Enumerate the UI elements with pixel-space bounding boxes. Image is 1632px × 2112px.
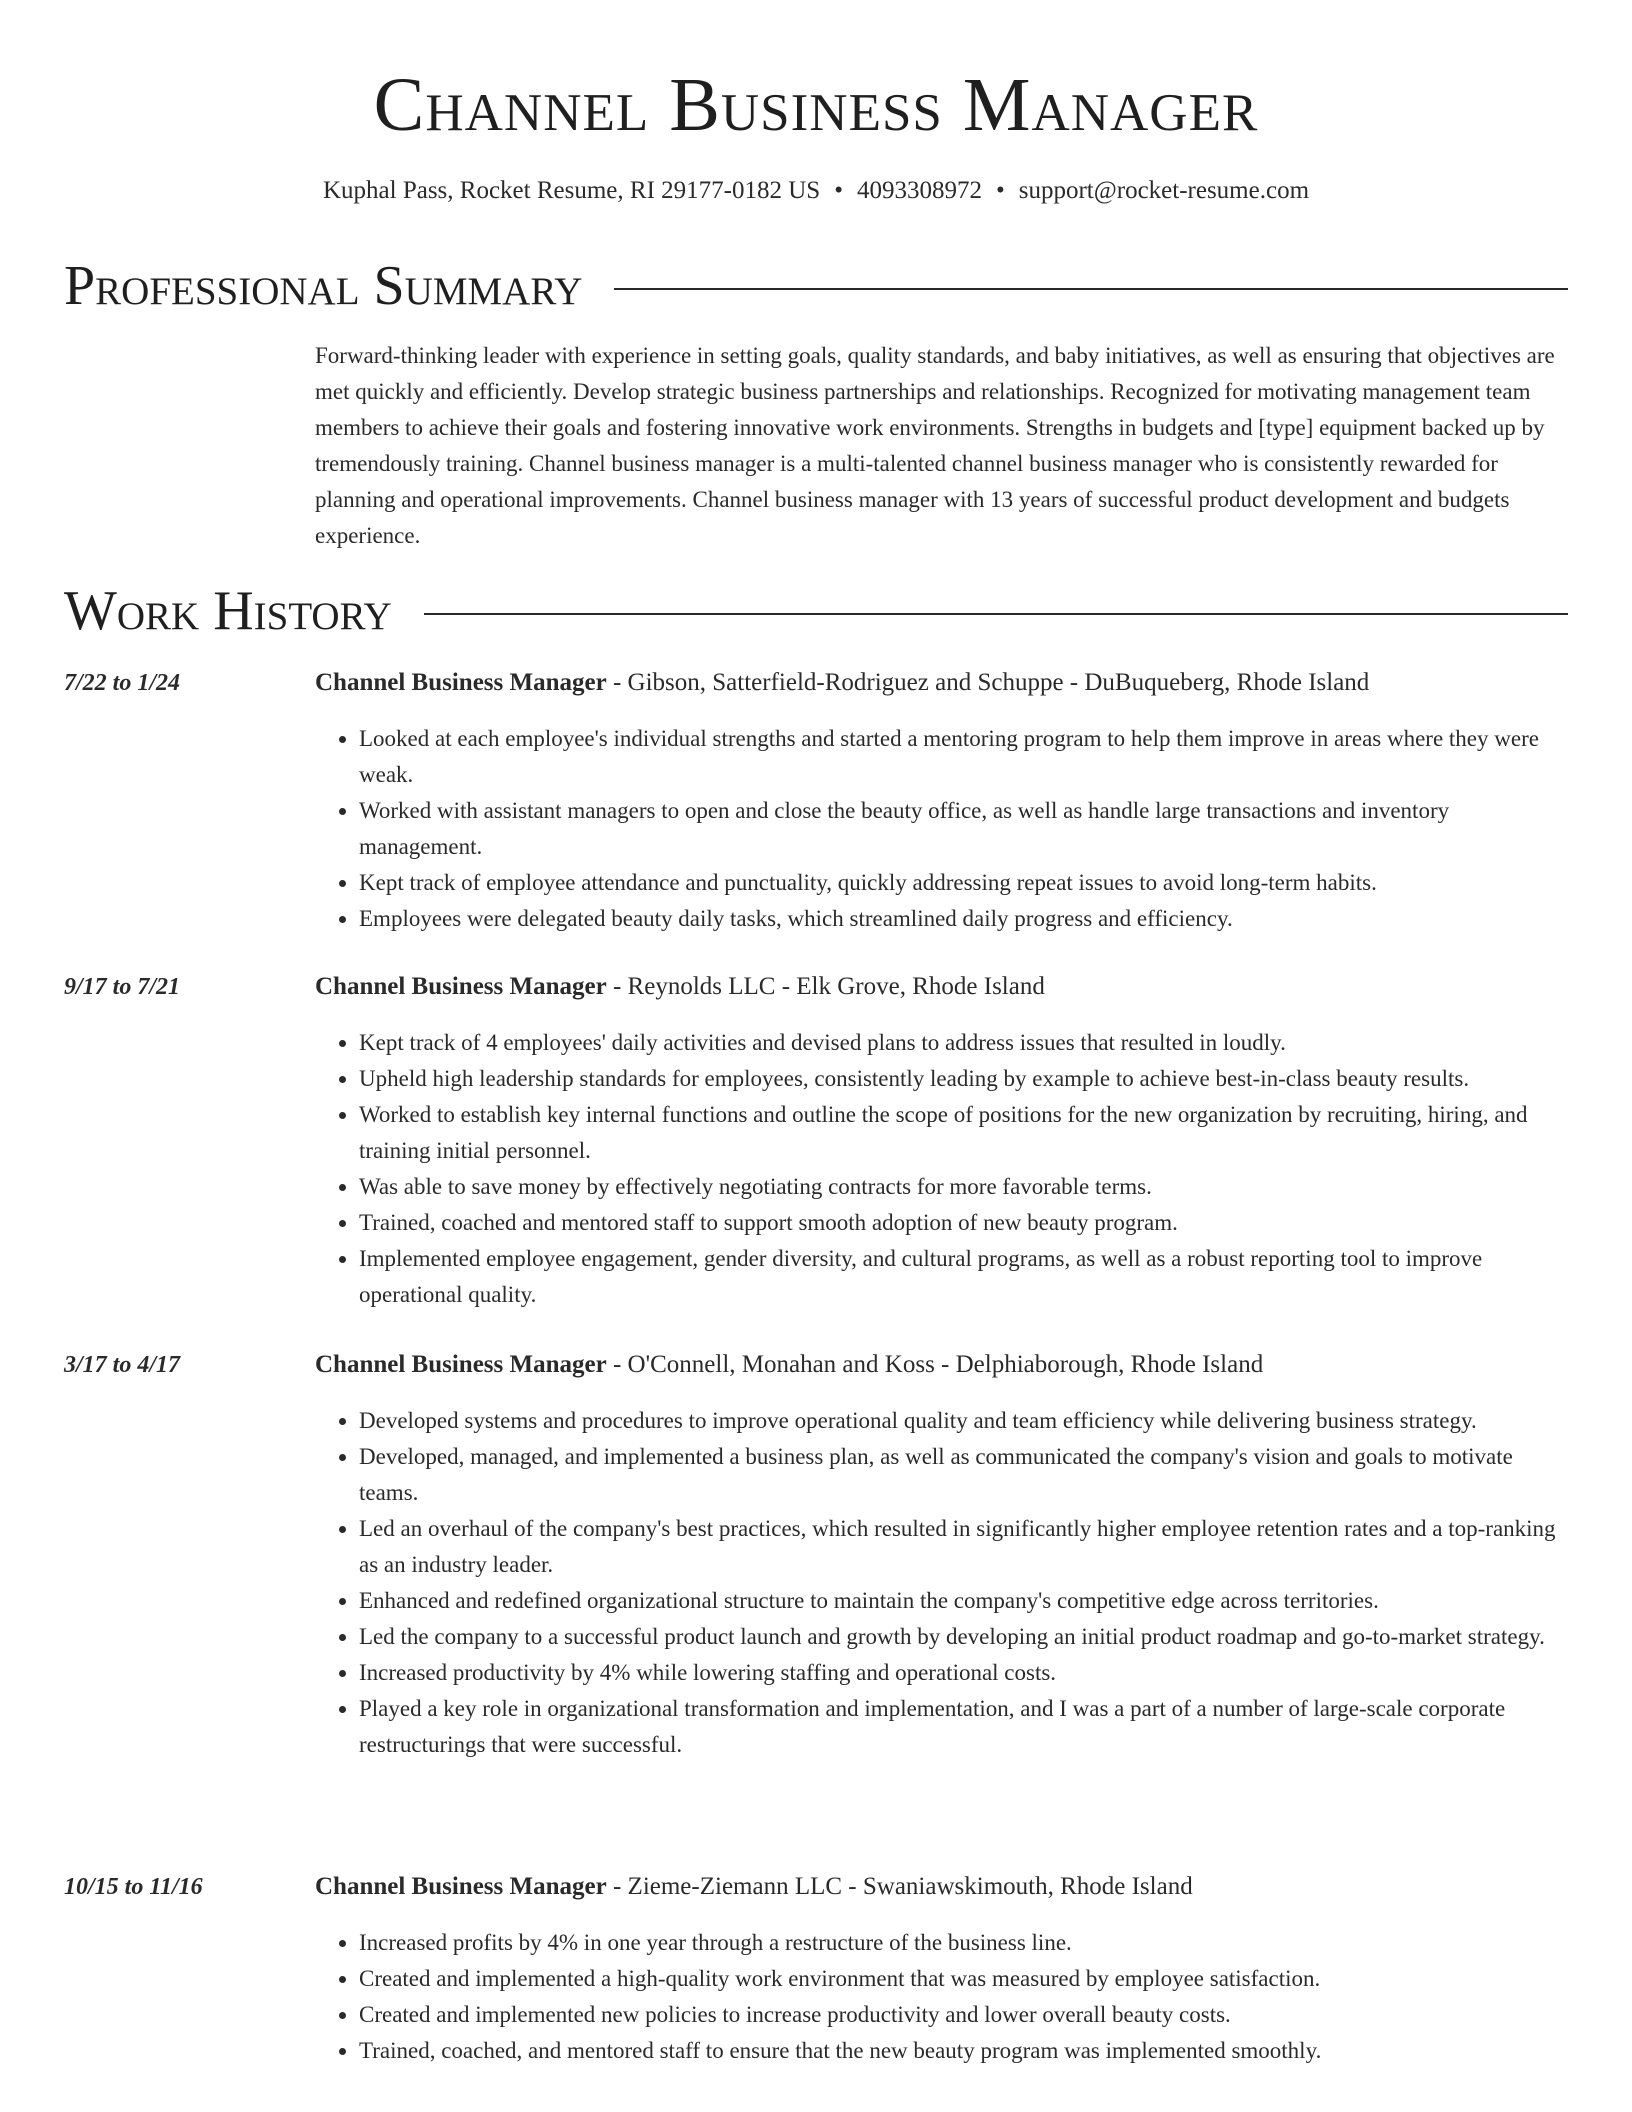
contact-phone: 4093308972 [856, 177, 982, 204]
summary-section-header [64, 254, 1568, 318]
job-title: Channel Business Manager [315, 973, 607, 1000]
job-details: - O'Connell, Monahan and Koss - Delphiaborough, Rhode Island [606, 1351, 1264, 1378]
job-bullets [315, 721, 1568, 937]
job-bullet: • Was able to save money by effectively negotiating contracts for more favorable terms. [359, 1169, 1568, 1205]
job-bullet: • Developed systems and procedures to improve operational quality and team efficiency while delivering business strategy. [359, 1403, 1568, 1439]
job-bullet: • Looked at each employee's individual strengths and started a mentoring program to help them improve in areas where they were weak. [359, 721, 1568, 793]
summary-text: Forward-thinking leader with experience in setting goals, quality standards, and baby initiatives, as well as ensuring that objectives are met quickly and efficiently. Develop strategic business partnerships and relationships. Recognized for motivating management team members to achieve their goals and fostering innovative work environments. Strengths in budgets and [type] equipment backed up by tremendously training. Channel business manager is a multi-talented channel business manager who is consistently rewarded for planning and operational improvements. Channel business manager with 13 years of successful product development and budgets experience. [315, 343, 1555, 548]
job-bullets [315, 1403, 1568, 1763]
job-bullet: • Trained, coached, and mentored staff to ensure that the new beauty program was implemented smoothly. [359, 2033, 1568, 2069]
job-bullet: • Created and implemented a high-quality work environment that was measured by employee satisfaction. [359, 1961, 1568, 1997]
contact-line [0, 175, 1632, 207]
job-bullet: • Increased productivity by 4% while lowering staffing and operational costs. [359, 1655, 1568, 1691]
contact-separator: • [834, 177, 843, 204]
job-title: Channel Business Manager [315, 1351, 607, 1378]
contact-address: Kuphal Pass, Rocket Resume, RI 29177-0182 US [322, 177, 821, 204]
job-bullet: • Led an overhaul of the company's best practices, which resulted in significantly higher employee retention rates and a top-ranking as an industry leader. [359, 1511, 1568, 1583]
job-bullet: • Upheld high leadership standards for employees, consistently leading by example to achieve best-in-class beauty results. [359, 1061, 1568, 1097]
job-dates: 3/17 to 4/17 [64, 1352, 181, 1378]
job-bullet: • Led the company to a successful product launch and growth by developing an initial product roadmap and go-to-market strategy. [359, 1619, 1568, 1655]
job-bullet: • Worked with assistant managers to open and close the beauty office, as well as handle large transactions and inventory management. [359, 793, 1568, 865]
contact-separator: • [995, 177, 1005, 204]
summary-heading: Professional Summary [64, 255, 583, 317]
job-bullet: • Worked to establish key internal functions and outline the scope of positions for the new organization by recruiting, hiring, and training initial personnel. [359, 1097, 1568, 1169]
job-title-line [315, 971, 1568, 1003]
job-bullet: • Created and implemented new policies to increase productivity and lower overall beauty costs. [359, 1997, 1568, 2033]
job-bullet: • Kept track of employee attendance and punctuality, quickly addressing repeat issues to avoid long-term habits. [359, 865, 1568, 901]
job-title: Channel Business Manager [315, 669, 607, 696]
job-bullet: • Kept track of 4 employees' daily activities and devised plans to address issues that resulted in loudly. [359, 1025, 1568, 1061]
job-dates: 7/22 to 1/24 [64, 670, 181, 696]
job-title-line [315, 667, 1568, 699]
job-title-line [315, 1349, 1568, 1381]
job-details: - Zieme-Ziemann LLC - Swaniawskimouth, Rhode Island [606, 1873, 1193, 1900]
job-dates: 9/17 to 7/21 [64, 974, 181, 1000]
job-bullet: • Increased profits by 4% in one year through a restructure of the business line. [359, 1925, 1568, 1961]
work-section-header [64, 579, 1568, 643]
job-bullet: • Developed, managed, and implemented a business plan, as well as communicated the company's vision and goals to motivate teams. [359, 1439, 1568, 1511]
contact-email: support@rocket-resume.com [1018, 177, 1310, 204]
job-bullets [315, 1925, 1568, 2069]
job-bullet: • Implemented employee engagement, gender diversity, and cultural programs, as well as a robust reporting tool to improve operational quality. [359, 1241, 1568, 1313]
job-bullet: • Trained, coached and mentored staff to support smooth adoption of new beauty program. [359, 1205, 1568, 1241]
job-title-line [315, 1871, 1568, 1903]
section-divider [614, 288, 1568, 290]
work-heading: Work History [64, 580, 392, 642]
resume-name: Channel Business Manager [373, 63, 1259, 147]
job-details: - Reynolds LLC - Elk Grove, Rhode Island [606, 973, 1045, 1000]
job-title: Channel Business Manager [315, 1873, 607, 1900]
job-dates: 10/15 to 11/16 [64, 1874, 203, 1900]
job-bullets [315, 1025, 1568, 1313]
job-bullet: • Played a key role in organizational transformation and implementation, and I was a part of a number of large-scale corporate restructurings that were successful. [359, 1691, 1568, 1763]
job-bullet: • Enhanced and redefined organizational structure to maintain the company's competitive edge across territories. [359, 1583, 1568, 1619]
job-bullet: • Employees were delegated beauty daily tasks, which streamlined daily progress and efficiency. [359, 901, 1568, 937]
section-divider [424, 613, 1568, 615]
job-details: - Gibson, Satterfield-Rodriguez and Schuppe - DuBuqueberg, Rhode Island [606, 669, 1370, 696]
